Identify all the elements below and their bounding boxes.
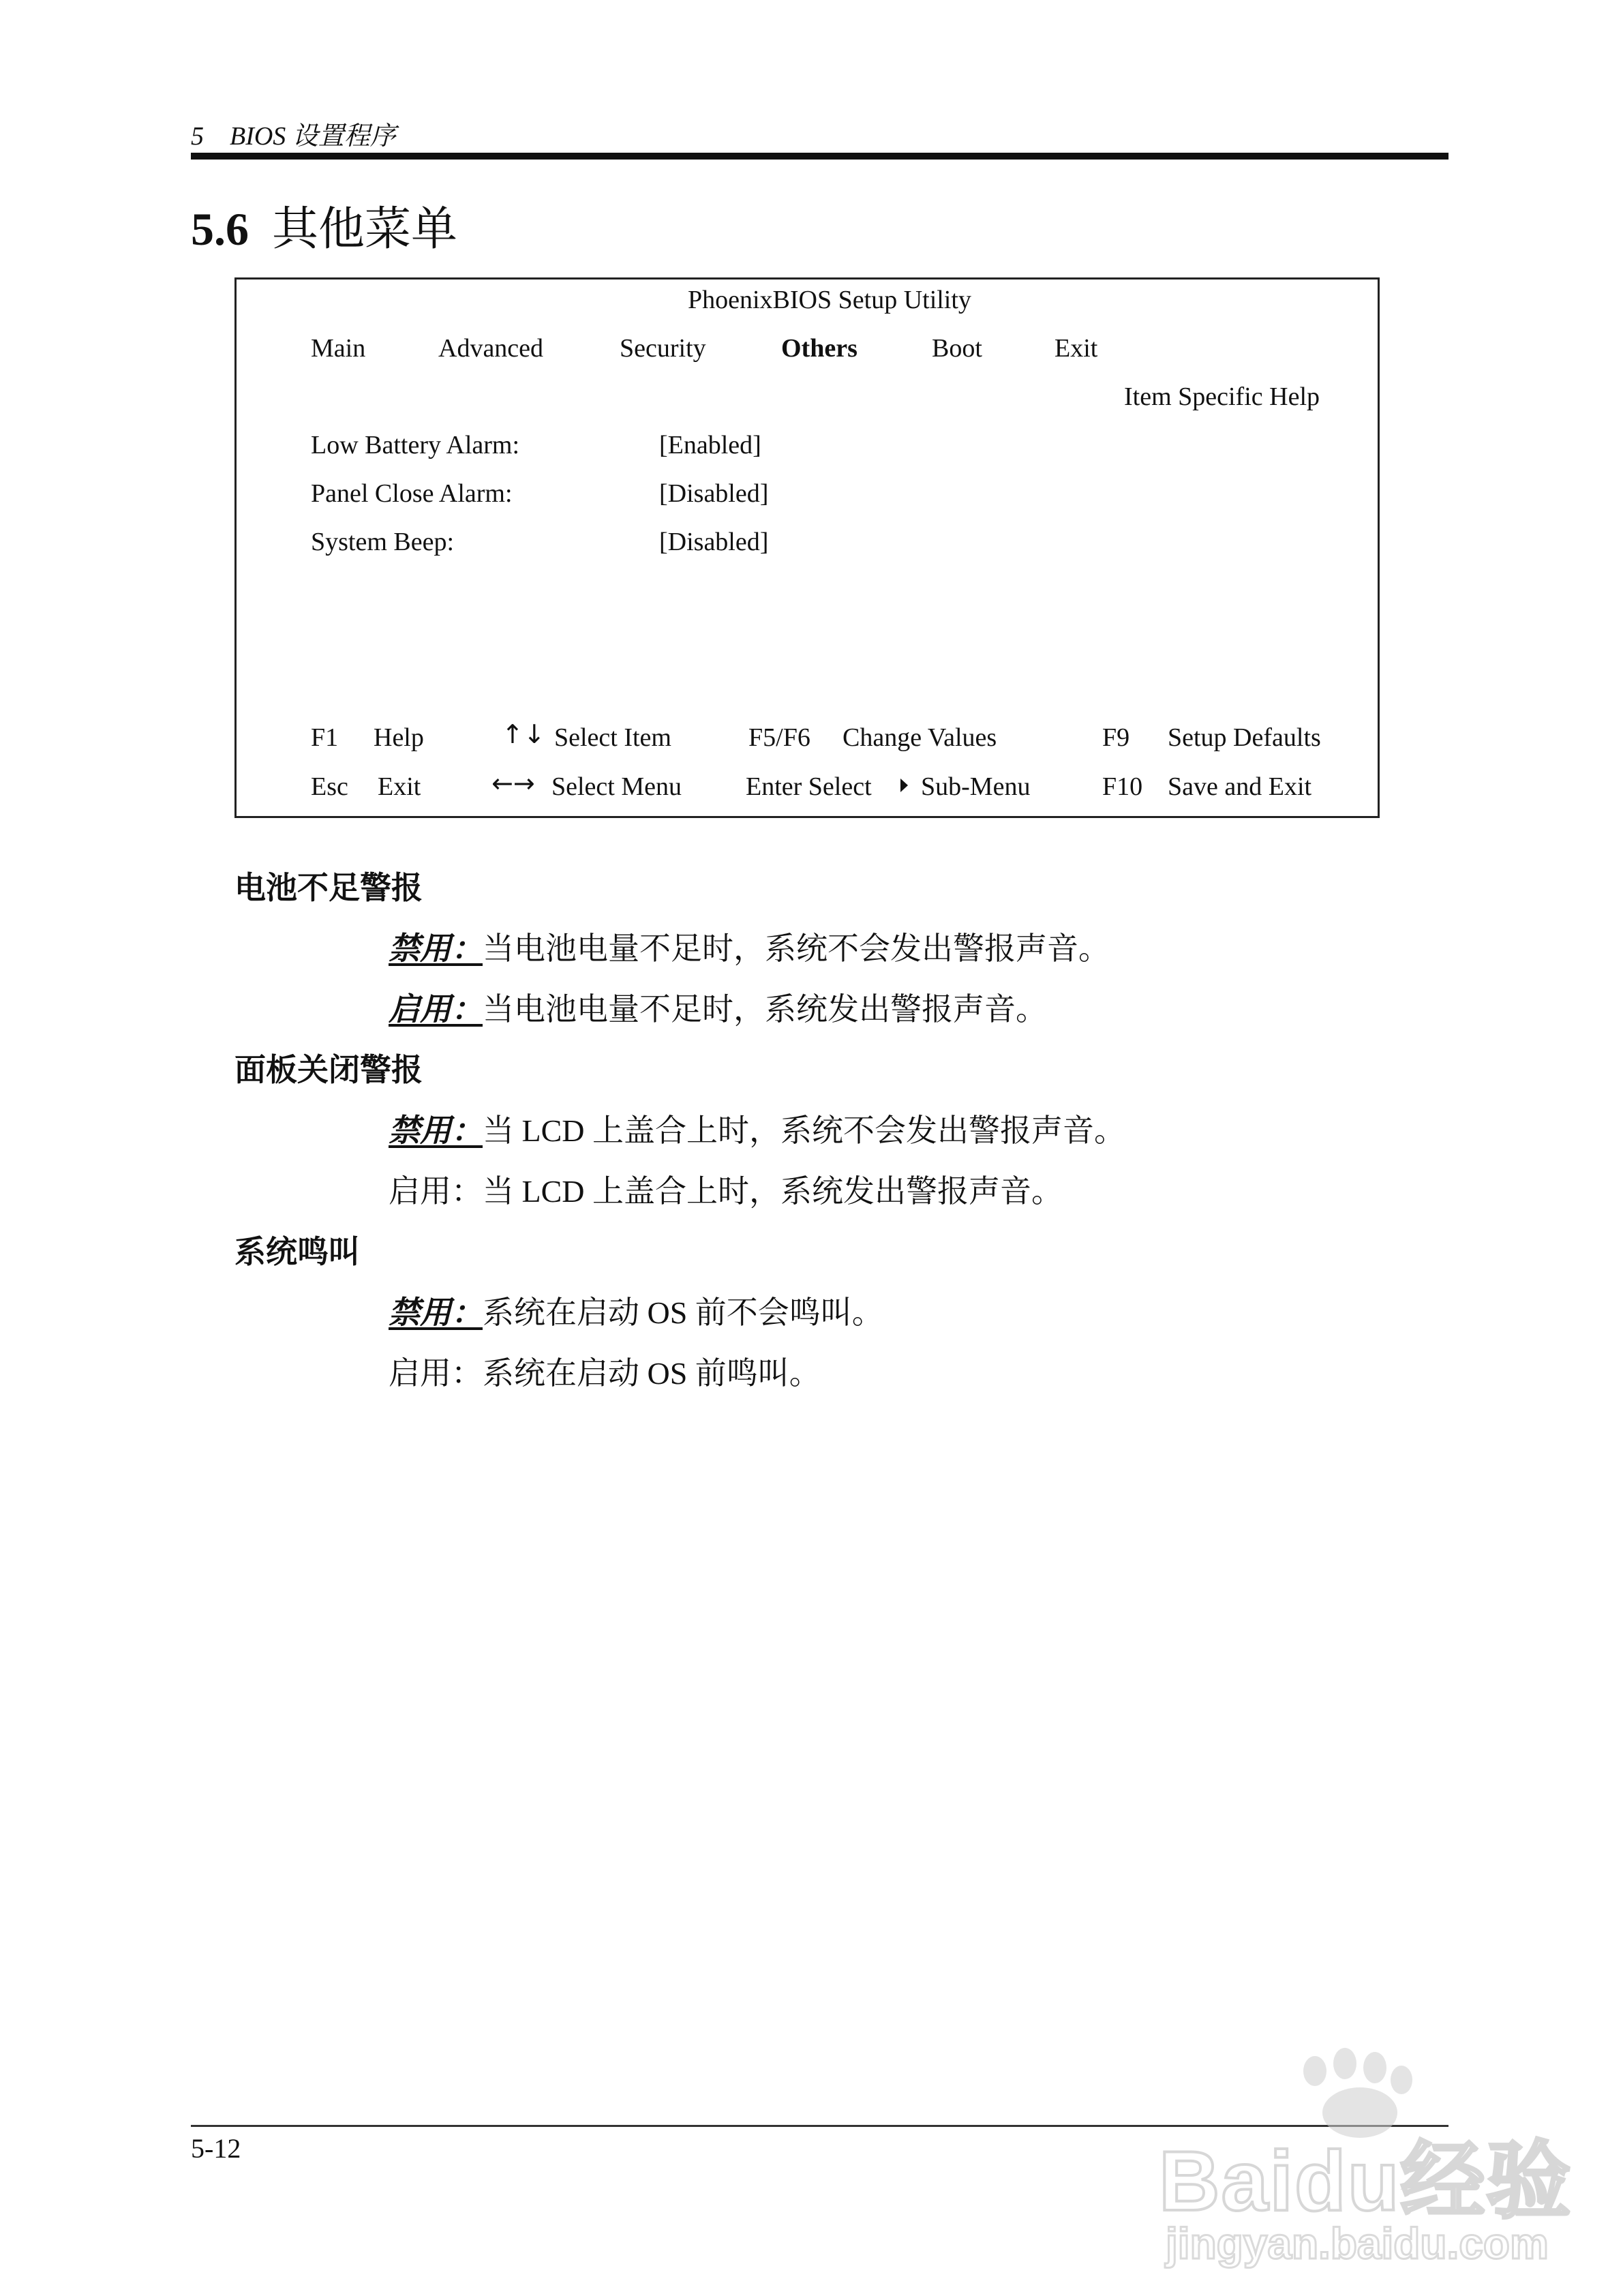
option-text: 系统在启动 OS 前鸣叫。: [483, 1356, 821, 1391]
key-f10-action: Save and Exit: [1168, 772, 1312, 801]
chapter-number: 5: [191, 122, 204, 151]
watermark-main-text: Baidu经验: [1159, 2134, 1573, 2229]
option-term: 启用：: [389, 1356, 483, 1391]
option-term: 启用：: [389, 1174, 483, 1209]
left-right-arrow-icon: ←→: [491, 768, 535, 798]
option-term: 启用：: [389, 992, 483, 1027]
bios-menu-security[interactable]: Security: [620, 334, 706, 363]
key-leftright-action: Select Menu: [551, 772, 682, 801]
option-line-disabled: [389, 1106, 1125, 1151]
key-submenu-action: Sub-Menu: [921, 772, 1031, 801]
option-line-disabled: [389, 1288, 883, 1333]
bios-title: PhoenixBIOS Setup Utility: [688, 286, 971, 314]
key-f9-action: Setup Defaults: [1168, 723, 1321, 752]
option-line-enabled: [389, 984, 1047, 1029]
section-title: [191, 192, 457, 258]
option-text: 当电池电量不足时，系统不会发出警报声音。: [483, 931, 1110, 966]
bios-menu-exit[interactable]: Exit: [1055, 334, 1098, 363]
bios-help-title: Item Specific Help: [1124, 382, 1320, 411]
bios-menu-advanced[interactable]: Advanced: [438, 334, 544, 363]
key-f10: F10: [1102, 772, 1143, 801]
bios-menu-others-active[interactable]: Others: [781, 334, 858, 363]
option-term: 禁用：: [389, 1295, 483, 1330]
header-rule: [191, 153, 1448, 160]
bios-item-value[interactable]: [Enabled]: [659, 431, 761, 459]
option-line-enabled: [389, 1348, 821, 1393]
option-heading-low-battery: 电池不足警报: [234, 871, 423, 905]
section-number: 5.6: [191, 203, 249, 255]
option-term: 禁用：: [389, 1113, 483, 1148]
bios-menu-boot[interactable]: Boot: [932, 334, 982, 363]
option-line-enabled: [389, 1166, 1063, 1211]
key-f9: F9: [1102, 723, 1130, 752]
option-line-disabled: [389, 924, 1110, 969]
bios-item-label[interactable]: Panel Close Alarm:: [311, 479, 513, 508]
option-term: 禁用：: [389, 931, 483, 966]
key-esc-action: Exit: [378, 772, 421, 801]
key-updown-action: Select Item: [554, 723, 671, 752]
option-heading-panel-close: 面板关闭警报: [234, 1053, 423, 1087]
running-header: [191, 115, 396, 152]
bios-screen: [234, 277, 1380, 818]
option-text: 当电池电量不足时，系统发出警报声音。: [483, 992, 1047, 1027]
bios-item-label[interactable]: Low Battery Alarm:: [311, 431, 520, 459]
option-text: 当 LCD 上盖合上时，系统不会发出警报声音。: [483, 1113, 1125, 1148]
key-f5f6: F5/F6: [748, 723, 810, 752]
bios-item-label[interactable]: System Beep:: [311, 528, 455, 556]
submenu-triangle-icon: [900, 779, 908, 792]
key-f5f6-action: Change Values: [843, 723, 997, 752]
key-f1: F1: [311, 723, 339, 752]
key-enter-action: Enter Select: [746, 772, 872, 801]
bios-menu-main[interactable]: Main: [311, 334, 366, 363]
chapter-title: BIOS 设置程序: [230, 122, 396, 151]
key-esc: Esc: [311, 772, 348, 801]
baidu-watermark: [1152, 2053, 1588, 2278]
up-down-arrow-icon: ↑↓: [502, 719, 545, 749]
key-f1-action: Help: [374, 723, 424, 752]
option-text: 当 LCD 上盖合上时，系统发出警报声音。: [483, 1174, 1063, 1209]
option-heading-system-beep: 系统鸣叫: [234, 1235, 360, 1269]
section-title-text: 其他菜单: [272, 203, 458, 255]
option-text: 系统在启动 OS 前不会鸣叫。: [483, 1295, 883, 1330]
watermark-sub-text: jingyan.baidu.com: [1166, 2219, 1549, 2268]
bios-item-value[interactable]: [Disabled]: [659, 479, 769, 508]
bios-item-value[interactable]: [Disabled]: [659, 528, 769, 556]
page-number: 5-12: [191, 2133, 241, 2164]
